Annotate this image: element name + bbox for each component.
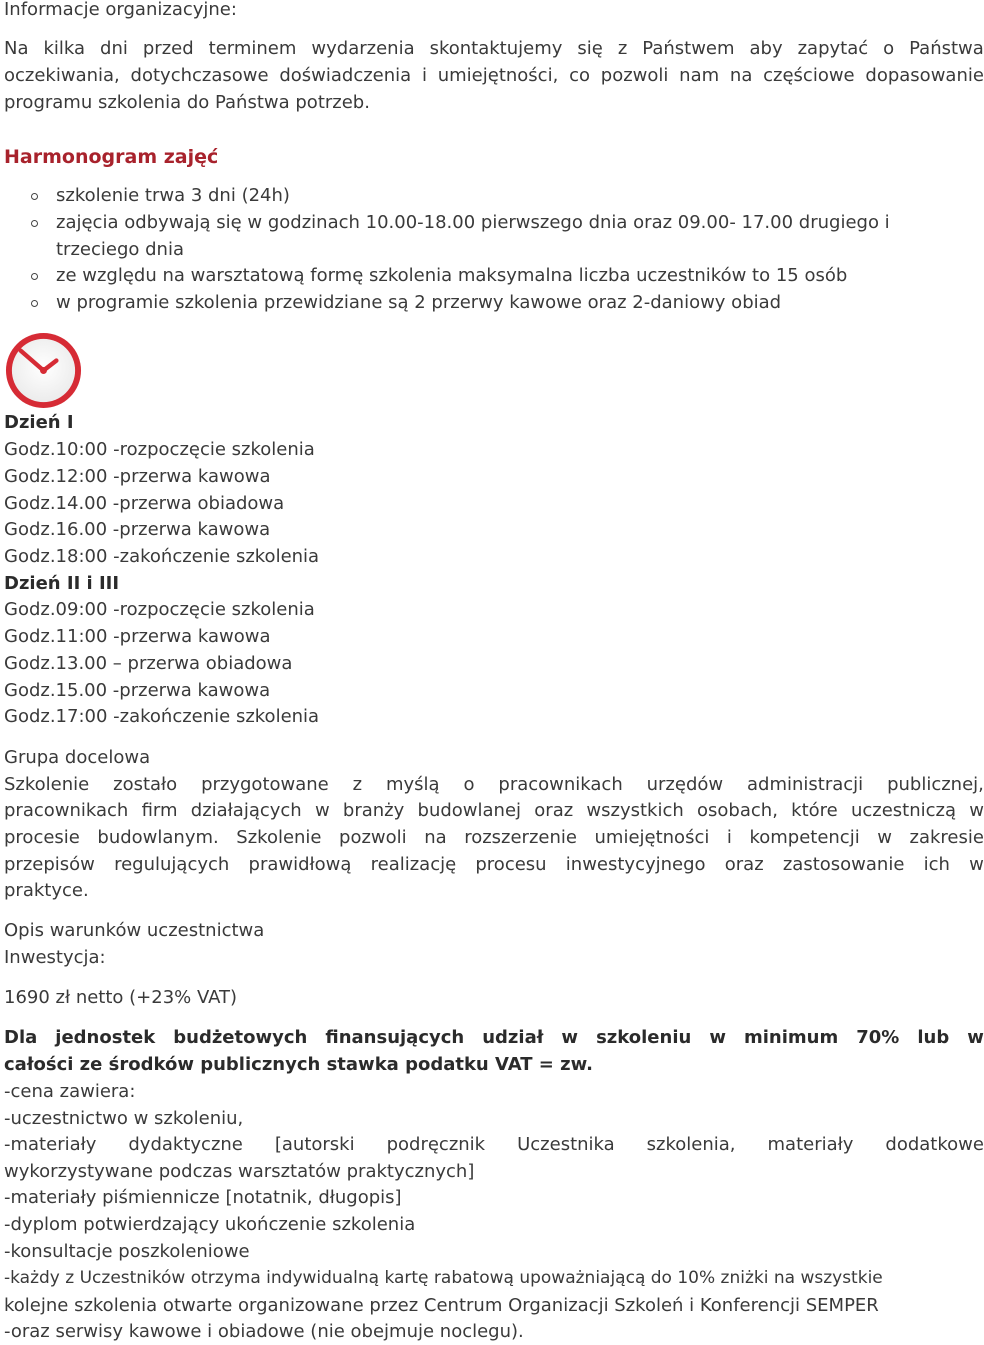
includes-label: -cena zawiera: <box>4 1081 136 1102</box>
word: firm <box>141 800 178 821</box>
word: aby <box>749 38 783 59</box>
word: Państwa <box>909 38 984 59</box>
investment-label: Inwestycja: <box>4 947 106 968</box>
word: i <box>726 827 732 848</box>
word: Szkolenie <box>4 774 90 795</box>
word: szkoleniu <box>596 1027 692 1048</box>
bullet-dot <box>31 220 38 227</box>
day23-item: Godz.09:00 -rozpoczęcie szkolenia <box>4 599 315 620</box>
word: w <box>314 800 330 821</box>
schedule-bullet-4: w programie szkolenia przewidziane są 2 przerwy kawowe oraz 2-daniowy obiad <box>56 292 782 313</box>
includes-item: -oraz serwisy kawowe i obiadowe (nie obejmuje noclegu). <box>4 1321 524 1342</box>
word: wszystkich <box>586 800 684 821</box>
word: przygotowane <box>201 774 329 795</box>
word: i <box>421 65 427 86</box>
word: Dla <box>4 1027 38 1048</box>
word: dotychczasowe <box>130 65 269 86</box>
day1-title: Dzień I <box>4 412 74 433</box>
bullet-dot <box>31 300 38 307</box>
word: w <box>877 827 892 848</box>
word: o <box>883 38 895 59</box>
info-para-line-1 <box>4 40 984 58</box>
schedule-bullet-1: szkolenie trwa 3 dni (24h) <box>56 185 290 206</box>
word: budowlanej <box>417 800 522 821</box>
word: nam <box>679 65 720 86</box>
word: z <box>352 774 363 795</box>
target-line-2 <box>4 802 984 820</box>
word: w <box>969 800 984 821</box>
includes-item-cont: wykorzystywane podczas warsztatów praktycznych] <box>4 1161 475 1182</box>
word: urzędów <box>646 774 724 795</box>
word: Państwem <box>642 38 735 59</box>
info-para-line-3: programu szkolenia do Państwa potrzeb. <box>4 92 370 113</box>
word: regulujących <box>114 854 230 875</box>
word: dni <box>100 38 128 59</box>
word: pracownikach <box>4 800 129 821</box>
word: minimum <box>743 1027 839 1048</box>
word: procesie <box>4 827 80 848</box>
word: działających <box>190 800 302 821</box>
day23-item: Godz.15.00 -przerwa kawowa <box>4 680 271 701</box>
clock-icon <box>4 331 83 410</box>
word: przepisów <box>4 854 95 875</box>
word: pracownikach <box>498 774 623 795</box>
bullet-dot <box>31 193 38 200</box>
word: branży <box>342 800 405 821</box>
word: [autorski <box>274 1134 355 1155</box>
word: na <box>729 65 753 86</box>
word: w <box>561 1027 579 1048</box>
word: 70% <box>856 1027 900 1048</box>
includes-item <box>4 1136 984 1154</box>
word: budowlanym. <box>97 827 219 848</box>
word: -materiały <box>4 1134 97 1155</box>
includes-item: -każdy z Uczestników otrzyma indywidualną kartę rabatową upoważniającą do 10% zniżki na wszystkie <box>4 1268 883 1288</box>
word: w <box>967 1027 984 1048</box>
word: prawidłową <box>248 854 352 875</box>
schedule-bullet-2: zajęcia odbywają się w godzinach 10.00-18.00 pierwszego dnia oraz 09.00- 17.00 drugiego i <box>56 212 890 233</box>
word: procesu <box>475 854 547 875</box>
target-line-5: praktyce. <box>4 880 89 901</box>
bullet-dot <box>31 273 38 280</box>
word: przed <box>142 38 194 59</box>
word: finansujących <box>325 1027 465 1048</box>
word: kompetencji <box>749 827 860 848</box>
day23-item: Godz.17:00 -zakończenie szkolenia <box>4 706 320 727</box>
word: jednostek <box>55 1027 156 1048</box>
word: osobach, <box>697 800 778 821</box>
conditions-heading: Opis warunków uczestnictwa <box>4 920 265 941</box>
word: skontaktujemy <box>429 38 563 59</box>
day23-item: Godz.11:00 -przerwa kawowa <box>4 626 271 647</box>
word: budżetowych <box>173 1027 308 1048</box>
word: oraz <box>724 854 764 875</box>
price: 1690 zł netto (+23% VAT) <box>4 987 238 1008</box>
word: zostało <box>113 774 178 795</box>
day1-item: Godz.16.00 -przerwa kawowa <box>4 519 271 540</box>
schedule-bullet-3: ze względu na warsztatową formę szkolenia maksymalna liczba uczestników to 15 osób <box>56 265 848 286</box>
word: podręcznik <box>386 1134 486 1155</box>
includes-item: -uczestnictwo w szkoleniu, <box>4 1108 244 1129</box>
word: kilka <box>43 38 86 59</box>
word: pozwoli <box>600 65 669 86</box>
word: z <box>617 38 628 59</box>
word: co <box>569 65 590 86</box>
word: umiejętności <box>594 827 710 848</box>
word: na <box>424 827 447 848</box>
word: oczekiwania, <box>4 65 120 86</box>
includes-item: -materiały piśmiennicze [notatnik, długopis] <box>4 1187 402 1208</box>
day23-title: Dzień II i III <box>4 573 120 594</box>
info-para-line-2 <box>4 67 984 85</box>
info-heading: Informacje organizacyjne: <box>4 0 237 20</box>
day1-item: Godz.14.00 -przerwa obiadowa <box>4 493 285 514</box>
day1-item: Godz.12:00 -przerwa kawowa <box>4 466 271 487</box>
word: oraz <box>534 800 574 821</box>
word: zapytać <box>797 38 869 59</box>
word: rozszerzenie <box>464 827 577 848</box>
includes-item: -konsultacje poszkoleniowe <box>4 1241 250 1262</box>
word: Na <box>4 38 29 59</box>
word: udział <box>482 1027 544 1048</box>
word: realizację <box>370 854 457 875</box>
word: terminem <box>208 38 297 59</box>
word: w <box>969 854 984 875</box>
word: Szkolenie <box>236 827 322 848</box>
word: ich <box>923 854 950 875</box>
word: się <box>577 38 603 59</box>
clock-center <box>40 367 47 374</box>
target-line-3 <box>4 829 984 847</box>
schedule-heading: Harmonogram zajęć <box>4 146 219 168</box>
word: umiejętności, <box>437 65 559 86</box>
day1-item: Godz.18:00 -zakończenie szkolenia <box>4 546 320 567</box>
word: lub <box>917 1027 950 1048</box>
word: uczestniczą <box>850 800 957 821</box>
day1-item: Godz.10:00 -rozpoczęcie szkolenia <box>4 439 315 460</box>
vat-note-line-2: całości ze środków publicznych stawka podatku VAT = zw. <box>4 1054 593 1075</box>
word: materiały <box>767 1134 854 1155</box>
word: które <box>791 800 838 821</box>
word: o <box>463 774 475 795</box>
word: dopasowanie <box>865 65 984 86</box>
includes-item-cont: kolejne szkolenia otwarte organizowane przez Centrum Organizacji Szkoleń i Konferencji SEMPER <box>4 1295 879 1316</box>
word: częściowe <box>763 65 855 86</box>
includes-item: -dyplom potwierdzający ukończenie szkolenia <box>4 1214 416 1235</box>
word: dydaktyczne <box>128 1134 243 1155</box>
word: publicznej, <box>887 774 984 795</box>
word: wydarzenia <box>311 38 415 59</box>
word: inwestycyjnego <box>565 854 706 875</box>
word: myślą <box>385 774 440 795</box>
word: w <box>709 1027 726 1048</box>
target-line-4 <box>4 856 984 874</box>
word: Uczestnika <box>517 1134 615 1155</box>
word: zakresie <box>909 827 984 848</box>
day23-item: Godz.13.00 – przerwa obiadowa <box>4 653 293 674</box>
word: zastosowanie <box>782 854 905 875</box>
word: pozwoli <box>339 827 407 848</box>
target-heading: Grupa docelowa <box>4 747 151 768</box>
word: dodatkowe <box>885 1134 984 1155</box>
target-line-1 <box>4 776 984 794</box>
word: szkolenia, <box>646 1134 736 1155</box>
word: administracji <box>747 774 864 795</box>
word: doświadczenia <box>279 65 412 86</box>
vat-note-line-1 <box>4 1029 984 1047</box>
schedule-bullet-2-cont: trzeciego dnia <box>56 239 184 260</box>
